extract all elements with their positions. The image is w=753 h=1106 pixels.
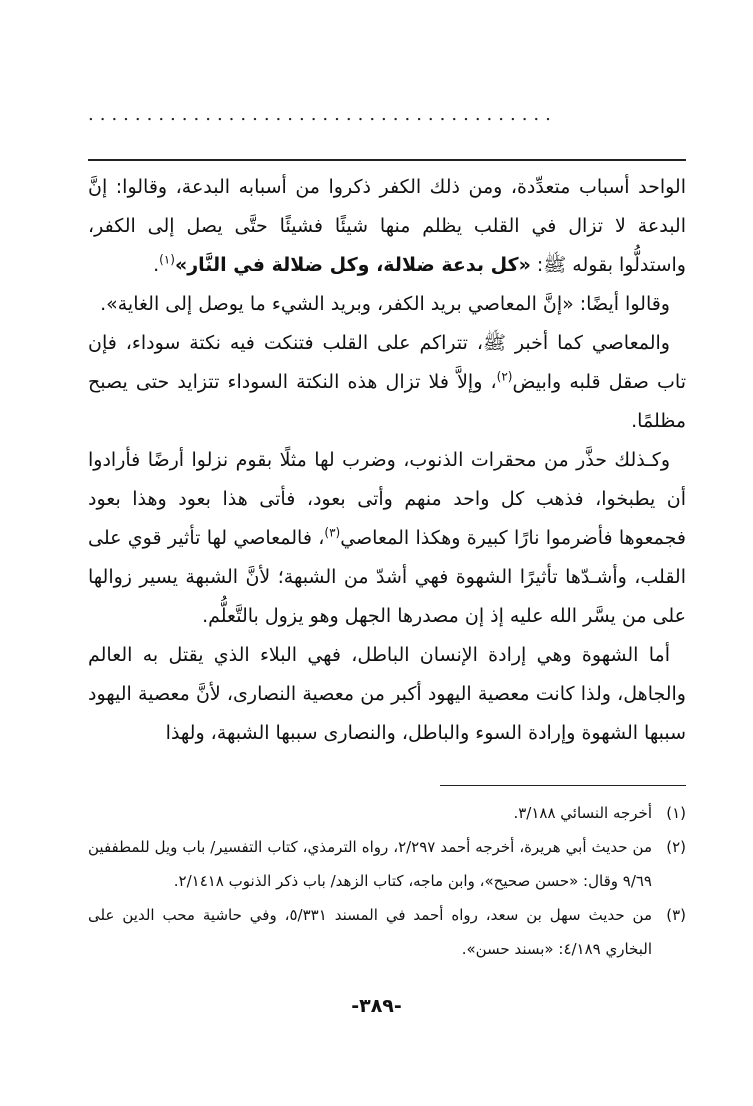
- footnote-2: [88, 830, 686, 898]
- paragraph-4: [88, 441, 686, 636]
- footnote-separator: [440, 785, 686, 786]
- paragraph-4-text: وكـذلك حذَّر من محقرات الذنوب، وضرب لها مثلًا بقوم نزلوا أرضًا فأرادوا أن يطبخوا، فذهب كل واحد منهم وأتى بعود، فأتى هذا بعود وهذا بعود فجمعوها فأضرموا نارًا كبيرة وهكذا المعاصي: [88, 449, 686, 549]
- paragraph-1-text: الواحد أسباب متعدِّدة، ومن ذلك الكفر ذكروا من أسبابه البدعة، وقالوا: إنَّ البدعة لا تزال في القلب يظلم منها شيئًا فشيئًا حتَّى يصل إلى الكفر، واستدلُّوا بقوله ﷺ:: [88, 176, 686, 276]
- footnote-text: من حديث أبي هريرة، أخرجه أحمد ٢/٢٩٧، رواه الترمذي، كتاب التفسير/ باب ويل للمطففين ٩/٦٩ وقال: «حسن صحيح»، وابن ماجه، كتاب الزهد/ باب ذكر الذنوب ٢/١٤١٨.: [88, 838, 652, 890]
- footnote-text: أخرجه النسائي ٣/١٨٨.: [513, 804, 652, 822]
- footnote-number: (٢): [666, 838, 686, 856]
- footnote-3: [88, 898, 686, 966]
- hadith-quote: «كل بدعة ضلالة، وكل ضلالة في النَّار»: [174, 254, 531, 276]
- footnote-number: (١): [666, 804, 686, 822]
- footnote-1: [88, 796, 686, 830]
- top-rule: [88, 159, 686, 161]
- footnotes: [88, 796, 686, 966]
- footnote-ref-3: (٣): [324, 525, 341, 540]
- paragraph-3: [88, 324, 686, 441]
- paragraph-4-end: ، فالمعاصي لها تأثير قوي على القلب، وأشـدّها تأثيرًا الشهوة فهي أشدّ من الشبهة؛ لأنَّ الشبهة يسير زوالها على من يسَّر الله عليه إذ إن مصدرها الجهل وهو يزول بالتَّعلُّم.: [88, 527, 686, 627]
- page-number: -٣٨٩-: [351, 995, 402, 1017]
- footnote-number: (٣): [666, 906, 686, 924]
- paragraph-3-end: ، وإلاَّ فلا تزال هذه النكتة السوداء تتزايد حتى يصبح مظلمًا.: [88, 371, 686, 432]
- paragraph-1-end: .: [153, 254, 160, 276]
- footnote-text: من حديث سهل بن سعد، رواه أحمد في المسند ٥/٣٣١، وفي حاشية محب الدين على البخاري ٤/١٨٩: «بسند حسن».: [88, 906, 652, 958]
- header-dotted-line: ........................................: [88, 104, 557, 125]
- footnote-ref-1: (١): [159, 252, 175, 267]
- paragraph-2: وقالوا أيضًا: «إنَّ المعاصي بريد الكفر، وبريد الشيء ما يوصل إلى الغاية».: [100, 293, 670, 315]
- paragraph-3-text: والمعاصي كما أخبر ﷺ، تتراكم على القلب فتنكت فيه نكتة سوداء، فإن تاب صقل قلبه وابيض: [88, 332, 686, 393]
- footnote-ref-2: (٢): [496, 369, 513, 384]
- paragraph-1: [88, 168, 686, 285]
- paragraph-5: أما الشهوة وهي إرادة الإنسان الباطل، فهي البلاء الذي يقتل به العالم والجاهل، ولذا كانت معصية اليهود أكبر من معصية النصارى، لأنَّ معصية اليهود سببها الشهوة وإرادة السوء والباطل، والنصارى سببها الشبهة، ولهذا: [88, 644, 686, 744]
- main-text: [88, 168, 686, 753]
